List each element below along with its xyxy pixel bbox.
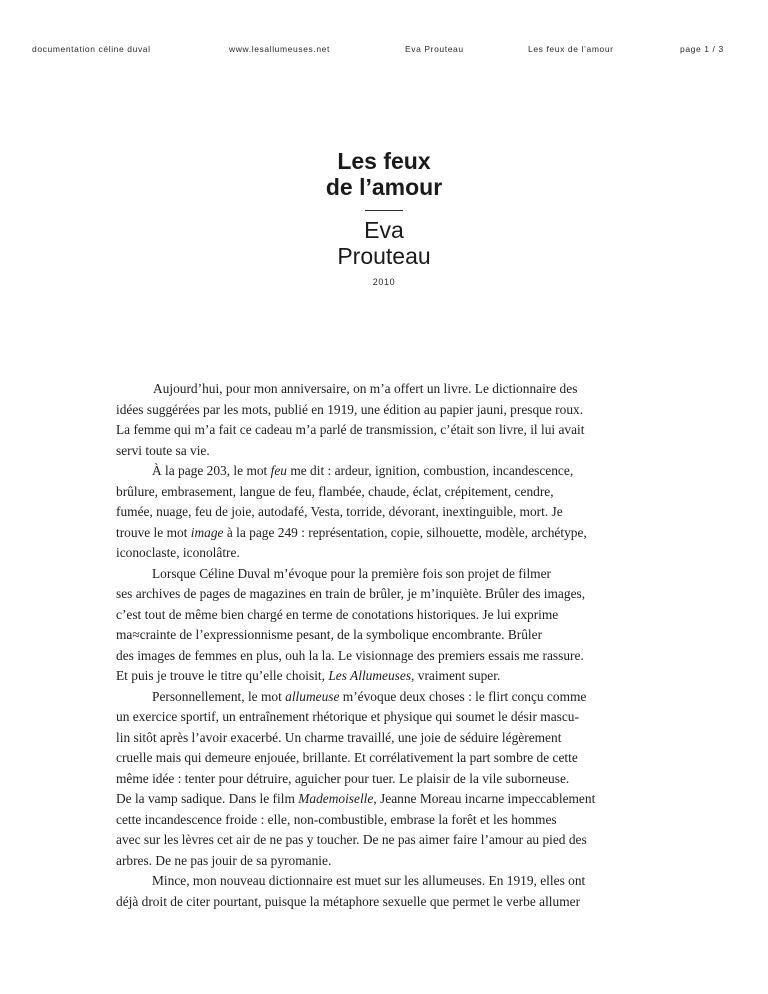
text-line: La femme qui m’a fait ce cadeau m’a parlé de transmission, c’était son livre, il lui avait xyxy=(116,422,585,437)
document-title xyxy=(0,148,768,200)
document-year: 2010 xyxy=(372,277,396,287)
header-documentation: documentation céline duval xyxy=(32,44,151,54)
text-line: c’est tout de même bien chargé en terme de conotations historiques. Je lui exprime xyxy=(116,606,559,622)
author-last-name: Prouteau xyxy=(337,243,431,269)
text-line: déjà droit de citer pourtant, puisque la métaphore sexuelle que permet le verbe allumer xyxy=(116,893,581,909)
text-line: idées suggérées par les mots, publié en 1919, une édition au papier jauni, presque roux. xyxy=(116,401,584,417)
title-line-1: Les feux xyxy=(337,148,431,174)
text-line: Mince, mon nouveau dictionnaire est muet sur les allumeuses. En 1919, elles ont xyxy=(152,873,586,888)
paragraph-4 xyxy=(116,687,654,872)
text-line: ses archives de pages de magazines en train de brûler, je m’inquiète. Brûler des images, xyxy=(116,586,586,601)
text-run: Et puis je trouve le titre qu’elle choisit, xyxy=(116,668,329,683)
text-run: trouve le mot xyxy=(116,524,191,540)
text-line: même idée : tenter pour détruire, aguicher pour tuer. Le plaisir de la vile suborneuse. xyxy=(116,770,570,786)
text-run: À la page 203, le mot xyxy=(152,463,271,478)
text-line: Lorsque Céline Duval m’évoque pour la première fois son projet de filmer xyxy=(152,565,551,581)
document-author xyxy=(0,217,768,269)
text-line: fumée, nuage, feu de joie, autodafé, Vesta, torride, dévorant, inextinguible, mort. Je xyxy=(116,504,563,519)
italic-word: image xyxy=(190,524,224,540)
text-run: Personnellement, le mot xyxy=(152,688,286,704)
text-line: cette incandescence froide : elle, non-combustible, embrase la forêt et les hommes xyxy=(116,811,557,827)
text-line: Aujourd’hui, pour mon anniversaire, on m’a offert un livre. Le dictionnaire des xyxy=(153,381,578,396)
article-body xyxy=(116,379,654,912)
italic-title: Mademoiselle xyxy=(298,791,374,806)
text-line: arbres. De ne pas jouir de sa pyromanie. xyxy=(116,852,332,868)
paragraph-3 xyxy=(116,564,654,687)
italic-word: feu xyxy=(270,463,287,478)
text-run: De la vamp sadique. Dans le film xyxy=(116,791,299,806)
text-line: un exercice sportif, un entraînement rhétorique et physique qui soumet le désir mascu- xyxy=(116,709,579,724)
italic-word: allumeuse xyxy=(285,688,340,704)
paragraph-5 xyxy=(116,871,654,912)
text-line: avec sur les lèvres cet air de ne pas y toucher. De ne pas aimer faire l’amour au pied des xyxy=(116,832,587,847)
text-line: des images de femmes en plus, ouh la la. Le visionnage des premiers essais me rassure. xyxy=(116,647,584,663)
text-run: , vraiment super. xyxy=(411,668,501,683)
author-first-name: Eva xyxy=(364,217,404,243)
text-run: m’évoque deux choses : le flirt conçu comme xyxy=(339,688,587,704)
header-author: Eva Prouteau xyxy=(405,44,464,54)
text-run: , Jeanne Moreau incarne impeccablement xyxy=(373,791,596,806)
text-line: brûlure, embrasement, langue de feu, flambée, chaude, éclat, crépitement, cendre, xyxy=(116,483,554,499)
title-line-2: de l’amour xyxy=(325,174,443,200)
paragraph-2 xyxy=(116,461,654,564)
paragraph-1 xyxy=(116,379,654,461)
header-title: Les feux de l’amour xyxy=(528,44,614,54)
text-line: lin sitôt après l’avoir exacerbé. Un charme travaillé, une joie de séduire légèrement xyxy=(116,729,562,745)
italic-title: Les Allumeuses xyxy=(328,668,412,683)
header-page-number: page 1 / 3 xyxy=(680,44,724,54)
text-line: ma≈crainte de l’expressionnisme pesant, de la symbolique encombrante. Brûler xyxy=(116,627,543,642)
header-website: www.lesallumeuses.net xyxy=(229,44,330,54)
page-header xyxy=(0,44,768,60)
text-line: iconoclaste, iconolâtre. xyxy=(116,545,240,560)
text-run: à la page 249 : représentation, copie, silhouette, modèle, archétype, xyxy=(223,524,587,540)
text-run: me dit : ardeur, ignition, combustion, incandescence, xyxy=(287,463,574,478)
title-divider xyxy=(365,210,403,211)
text-line: cruelle mais qui demeure enjouée, brillante. Et corrélativement la part sombre de cette xyxy=(116,750,578,765)
text-line: servi toute sa vie. xyxy=(116,442,210,458)
title-block xyxy=(0,148,768,287)
